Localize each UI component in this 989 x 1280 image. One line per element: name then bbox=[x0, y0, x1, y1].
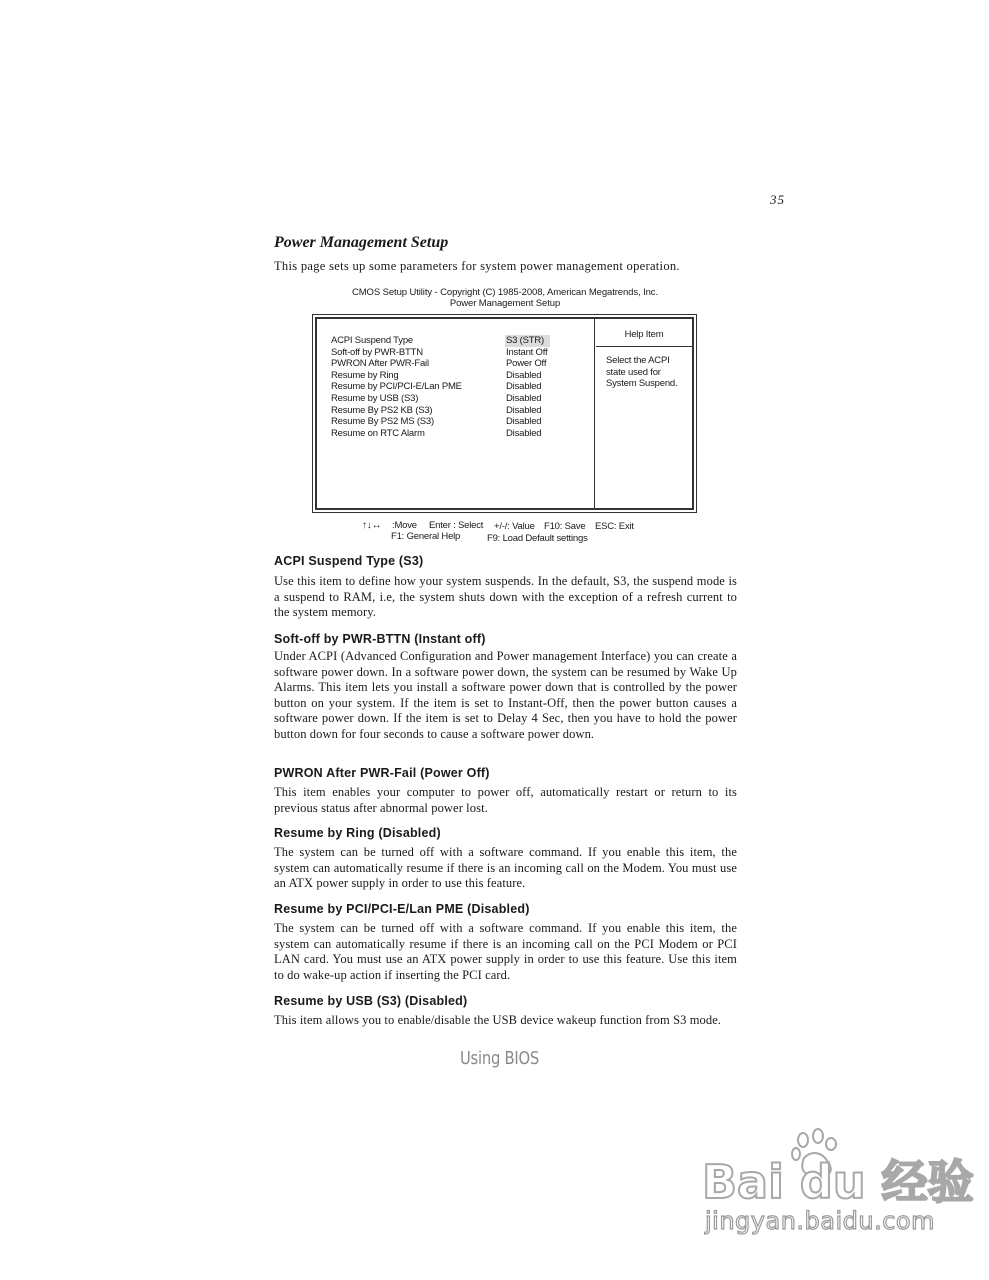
bios-header-copyright: CMOS Setup Utility - Copyright (C) 1985-2008, American Megatrends, Inc. bbox=[351, 287, 658, 298]
key-hint-f10: F10: Save bbox=[544, 521, 586, 532]
bios-item-value[interactable]: Disabled bbox=[506, 427, 542, 439]
bios-divider bbox=[594, 319, 595, 508]
page-title: Power Management Setup bbox=[274, 234, 449, 251]
footer-chapter-title: Using BIOS bbox=[460, 1048, 540, 1069]
bios-item-list bbox=[331, 335, 550, 439]
section-body: Use this item to define how your system suspends. In the default, S3, the suspend mode is a suspend to RAM, i.e, the system shuts down with the exception of a refresh current to the system memory. bbox=[274, 574, 737, 620]
section-body: Under ACPI (Advanced Configuration and Power management Interface) you can create a software power down. In a software power down, the system can be resumed by Wake Up Alarms. This item lets you install a software power down that is controlled by the power button on your system. If the item is set to Instant-Off, then the power button causes a software power down. If the item is set to Delay 4 Sec, then you have to hold the power button down for four seconds to cause a software power down. bbox=[274, 649, 737, 741]
baidu-watermark-logo bbox=[700, 1130, 974, 1210]
help-item-text: Select the ACPI state used for System Suspend. bbox=[606, 355, 678, 389]
section-body: The system can be turned off with a software command. If you enable this item, the system can automatically resume if there is an incoming call on the Modem. You must use an ATX power supply in order to use this feature. bbox=[274, 845, 737, 891]
section-heading: Resume by PCI/PCI-E/Lan PME (Disabled) bbox=[274, 902, 530, 916]
key-hint-enter: Enter : Select bbox=[429, 520, 484, 531]
bios-item-resume-ps2-kb[interactable] bbox=[331, 405, 550, 417]
key-hint-esc: ESC: Exit bbox=[595, 521, 634, 532]
key-hint-value: +/-/: Value bbox=[494, 521, 535, 532]
bios-item-label: Resume By PS2 KB (S3) bbox=[331, 404, 433, 416]
intro-text: This page sets up some parameters for system power management operation. bbox=[274, 259, 680, 273]
bios-item-value[interactable]: Disabled bbox=[506, 369, 542, 381]
bios-item-label: Soft-off by PWR-BTTN bbox=[331, 346, 423, 358]
bios-item-resume-ring[interactable] bbox=[331, 370, 550, 382]
bios-item-label: Resume By PS2 MS (S3) bbox=[331, 416, 434, 428]
watermark-brand-text: Bai du 经验 bbox=[702, 1155, 974, 1209]
bios-item-label: PWRON After PWR-Fail bbox=[331, 358, 429, 370]
key-hint-f9: F9: Load Default settings bbox=[487, 533, 588, 544]
bios-item-value[interactable]: Disabled bbox=[506, 416, 542, 428]
bios-item-label: Resume by PCI/PCI-E/Lan PME bbox=[331, 381, 462, 393]
bios-item-label: Resume on RTC Alarm bbox=[331, 427, 425, 439]
bios-item-value[interactable]: Disabled bbox=[506, 392, 542, 404]
bios-item-value[interactable]: Disabled bbox=[506, 404, 542, 416]
bios-item-resume-pci[interactable] bbox=[331, 381, 550, 393]
bios-header-title: Power Management Setup bbox=[449, 298, 561, 309]
section-body: This item allows you to enable/disable the USB device wakeup function from S3 mode. bbox=[274, 1013, 722, 1027]
page-number: 35 bbox=[770, 192, 785, 207]
bios-item-value[interactable]: Power Off bbox=[506, 358, 547, 370]
help-item-title: Help Item bbox=[624, 329, 664, 340]
section-heading: ACPI Suspend Type (S3) bbox=[274, 554, 424, 568]
key-hint-f1: F1: General Help bbox=[391, 531, 461, 542]
bios-item-value[interactable]: Disabled bbox=[506, 381, 542, 393]
watermark-url: jingyan.baidu.com bbox=[705, 1207, 935, 1235]
section-heading: Resume by USB (S3) (Disabled) bbox=[274, 994, 468, 1008]
bios-screen bbox=[315, 317, 694, 510]
section-body: The system can be turned off with a software command. If you enable this item, the system can automatically resume if there is an incoming call on the PCI Modem or PCI LAN card. You must use an ATX power supply in order to use this feature. Use this item to do wake-up action if inserting the PCI card. bbox=[274, 921, 737, 982]
bios-item-value[interactable]: Instant Off bbox=[506, 346, 548, 358]
bios-item-value[interactable]: S3 (STR) bbox=[505, 335, 550, 347]
bios-item-label: Resume by Ring bbox=[331, 369, 399, 381]
bios-item-label: ACPI Suspend Type bbox=[331, 335, 413, 346]
bios-item-label: Resume by USB (S3) bbox=[331, 392, 419, 404]
section-body: This item enables your computer to power off, automatically restart or return to its previous status after abnormal power lost. bbox=[274, 785, 737, 815]
bios-item-pwron-after-fail[interactable] bbox=[331, 358, 550, 370]
section-heading: PWRON After PWR-Fail (Power Off) bbox=[274, 766, 490, 780]
key-hint-move: :Move bbox=[392, 520, 417, 531]
arrow-keys-icon: ↑↓↔ bbox=[362, 520, 382, 531]
bios-item-resume-ps2-ms[interactable] bbox=[331, 416, 550, 428]
section-heading: Resume by Ring (Disabled) bbox=[274, 826, 441, 840]
bios-item-resume-usb[interactable] bbox=[331, 393, 550, 405]
bios-item-acpi-suspend-type[interactable] bbox=[331, 335, 550, 347]
section-heading: Soft-off by PWR-BTTN (Instant off) bbox=[274, 632, 486, 646]
bios-item-soft-off[interactable] bbox=[331, 347, 550, 359]
help-separator bbox=[596, 346, 692, 347]
bios-item-resume-rtc[interactable] bbox=[331, 428, 550, 440]
